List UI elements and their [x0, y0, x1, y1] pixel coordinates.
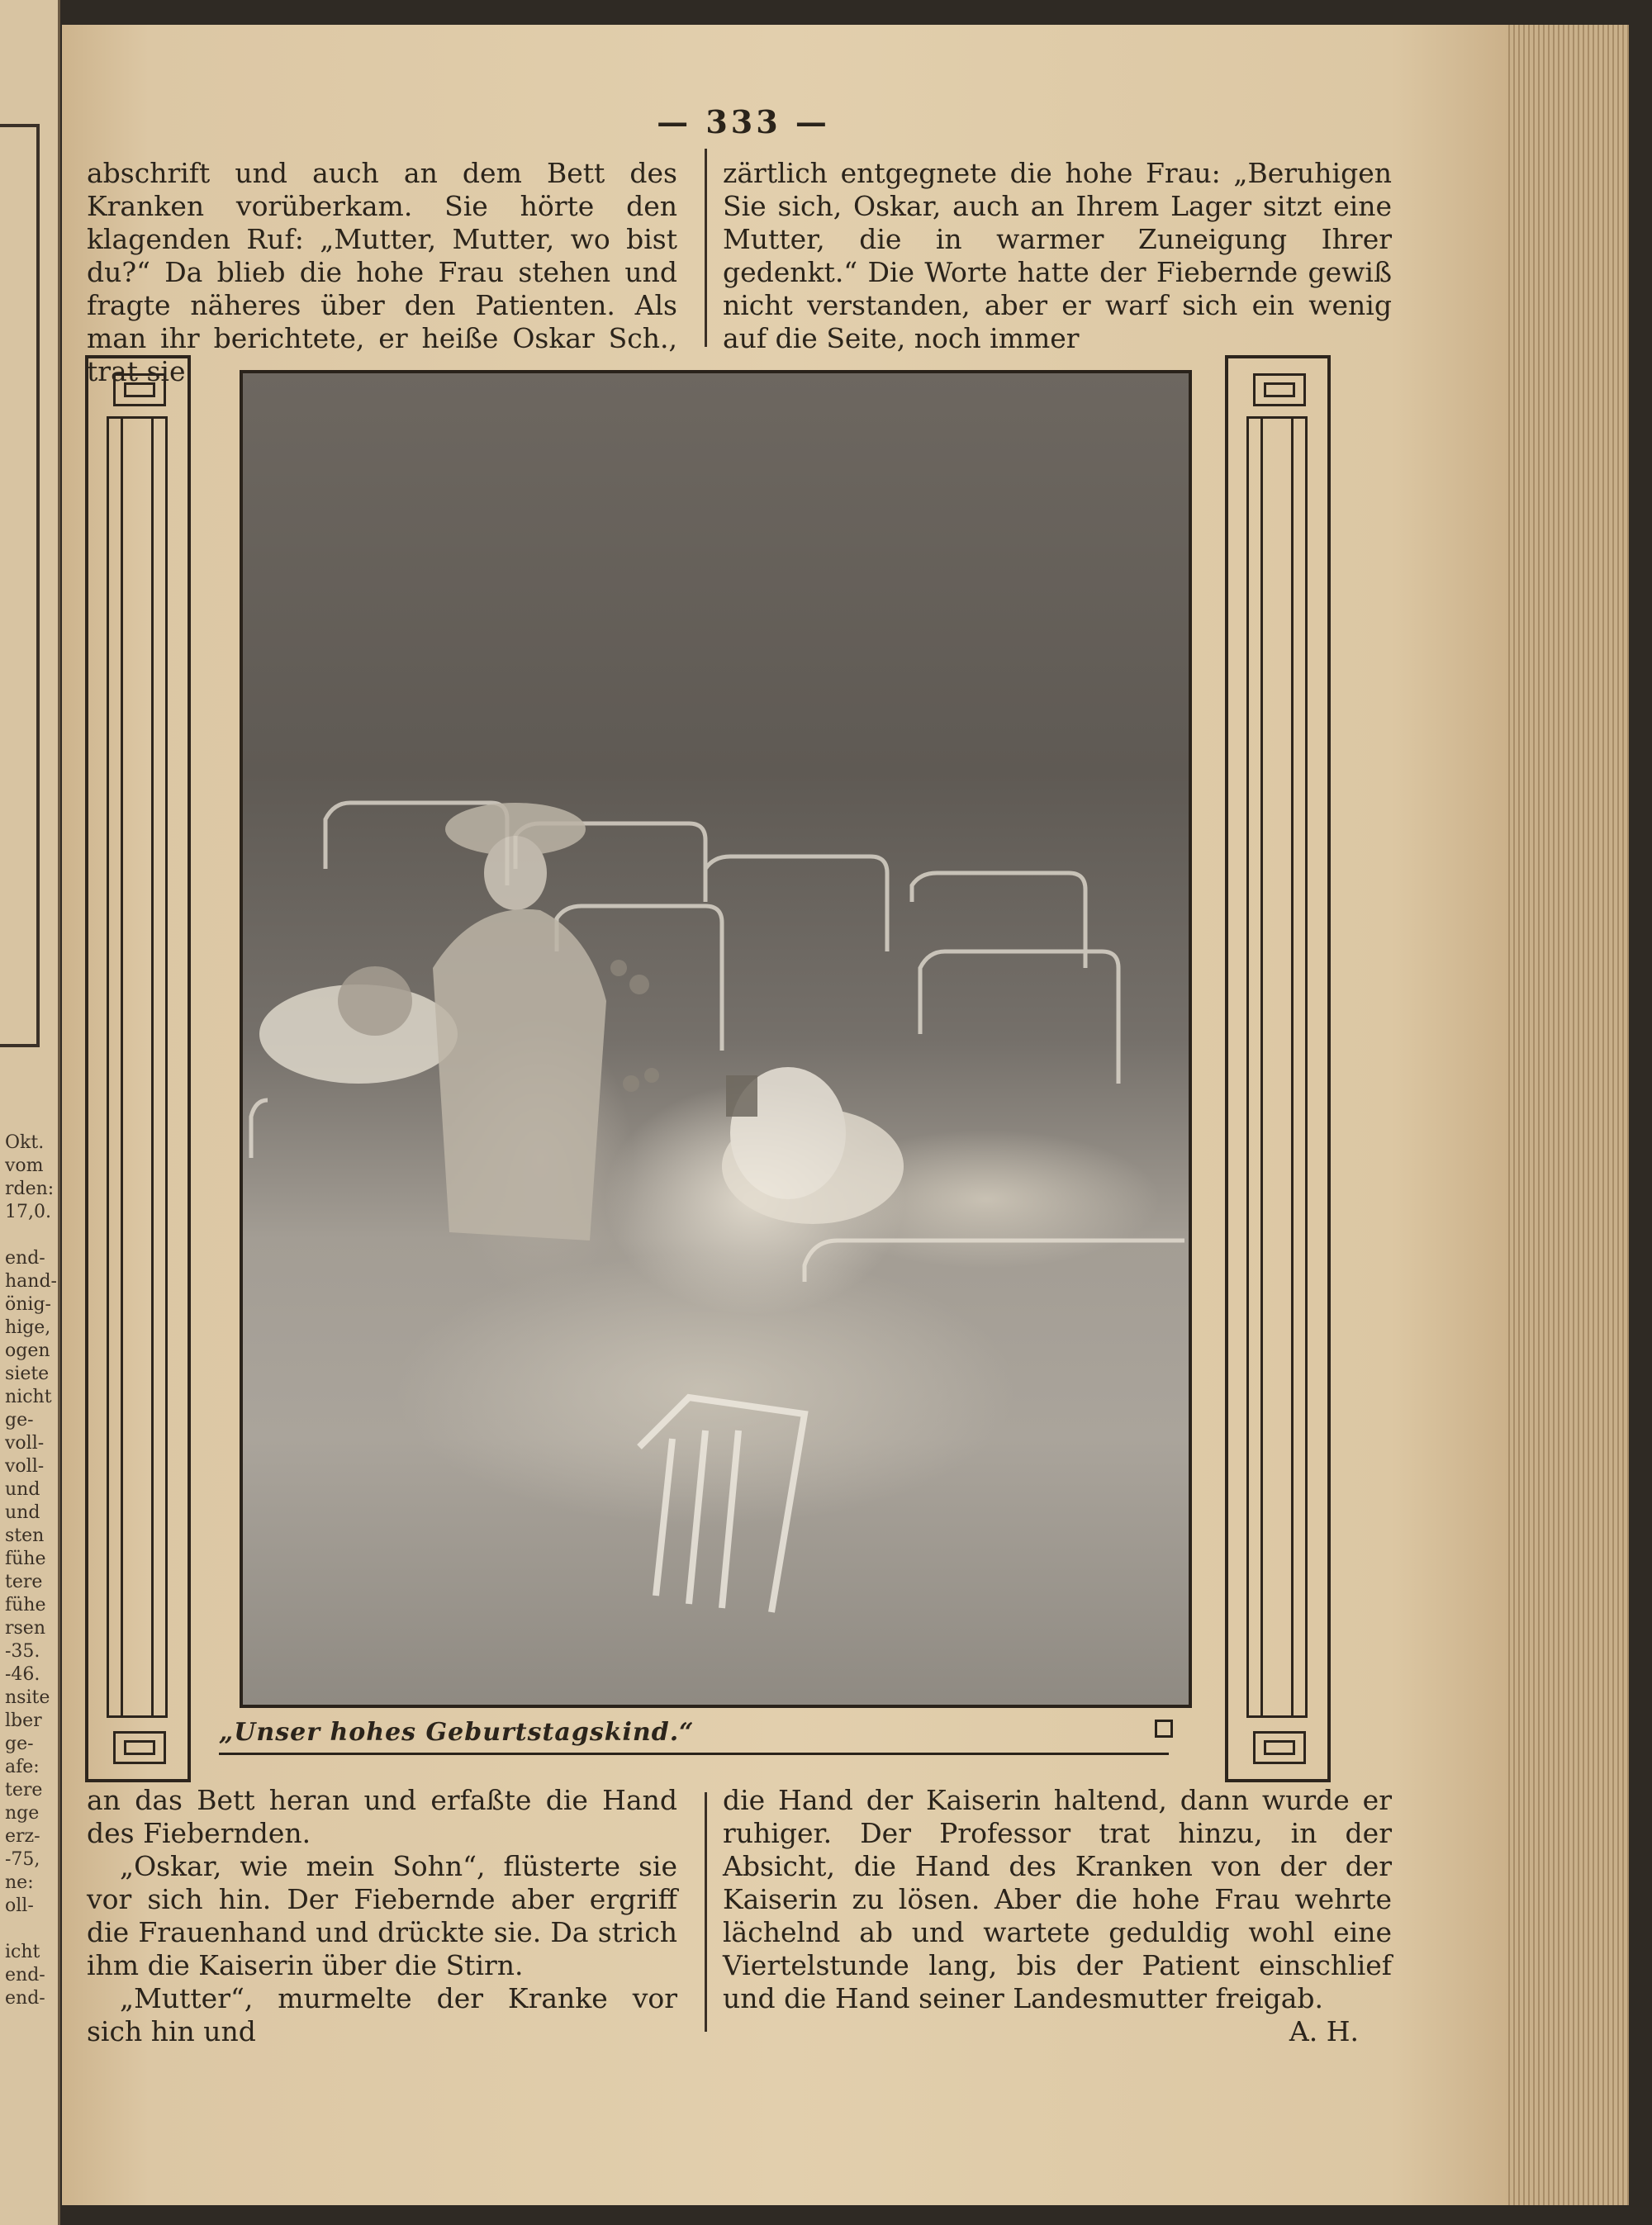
caption-underline [219, 1753, 1169, 1755]
flower [610, 960, 627, 976]
chair-slat [656, 1439, 672, 1596]
chair-slat [689, 1430, 705, 1604]
caption-square-icon [1155, 1720, 1173, 1738]
flower [629, 975, 649, 994]
pillar-lines [1246, 416, 1308, 1718]
bed-frame-background [705, 856, 887, 951]
ornamental-pillar-right [1225, 355, 1331, 1782]
text-column-right-top [723, 157, 1392, 355]
column-divider [705, 149, 707, 347]
illustration-caption: „Unser hohes Geburtstagskind.“ [219, 1718, 695, 1747]
ornament-icon [1253, 1731, 1306, 1764]
paragraph: zärtlich entgegnete die hohe Frau: „Beruhigen Sie sich, Oskar, auch an Ihrem Lager sitzt eine Mutter, die in warmer Zuneigung Ihrer gedenkt.“ Die Worte hatte der Fiebernde gewiß nicht verstanden, aber er warf sich ein wenig auf die Seite, noch immer [723, 157, 1392, 354]
patient-head [338, 966, 412, 1036]
paragraph: „Mutter“, murmelte der Kranke vor sich hin und [87, 1982, 677, 2047]
bed-frame [920, 951, 1118, 1084]
column-divider [705, 1792, 707, 2032]
pillar-lines [107, 416, 168, 1718]
bed-frame-foreground [805, 1241, 1184, 1282]
book-page [62, 25, 1507, 2205]
cup [726, 1075, 757, 1117]
paragraph: an das Bett heran und erfaßte die Hand des Fiebernden. [87, 1784, 677, 1849]
face [484, 836, 547, 910]
ornamental-pillar-left [85, 355, 191, 1782]
text-column-left-top [87, 157, 677, 388]
ornament-icon [113, 1731, 166, 1764]
adjacent-page-text: Okt. vom rden: 17,0. end- hand- önig- hige, ogen siete nicht ge- voll- voll- und und sten fühe tere fühe rsen -35. -46. nsite lber ge- afe: tere nge erz- -75, ne: oll- icht end- end- [5, 1132, 57, 2009]
adjacent-page-frame [0, 124, 40, 1047]
adjacent-page-strip [0, 0, 60, 2225]
paragraph: die Hand der Kaiserin haltend, dann wurde er ruhiger. Der Professor trat hinzu, in der Absicht, die Hand des Kranken von der der Kaiserin zu lösen. Aber die hohe Frau wehrte lächelnd ab und wartete geduldig wohl eine Viertelstunde lang, bis der Patient einschlief und die Hand seiner Landesmutter freigab. [723, 1784, 1392, 2014]
hospital-ward-illustration [240, 370, 1192, 1708]
page-number: — 333 — [657, 103, 830, 140]
dress [433, 909, 606, 1241]
author-signature: A. H. [1289, 2015, 1359, 2047]
text-column-right-bottom [723, 1784, 1392, 2048]
book-page-edges [1503, 25, 1629, 2205]
bed-frame-left [251, 1100, 268, 1158]
flower [623, 1075, 639, 1092]
illustration-drawing [243, 373, 1189, 1705]
text-column-left-bottom [87, 1784, 677, 2048]
ornament-icon [113, 373, 166, 406]
paragraph: „Oskar, wie mein Sohn“, flüsterte sie vor sich hin. Der Fiebernde aber ergriff die Frauenhand und drückte sie. Da strich ihm die Kaiserin über die Stirn. [87, 1850, 677, 1981]
chair-slat [722, 1430, 738, 1608]
ornament-icon [1253, 373, 1306, 406]
flower [644, 1068, 659, 1083]
paragraph: abschrift und auch an dem Bett des Kranken vorüberkam. Sie hörte den klagenden Ruf: „Mutter, Mutter, wo bist du?“ Da blieb die hohe Frau stehen und fragte näheres über den Patienten. Als man ihr berichtete, er heiße Oskar Sch., trat sie [87, 157, 677, 387]
